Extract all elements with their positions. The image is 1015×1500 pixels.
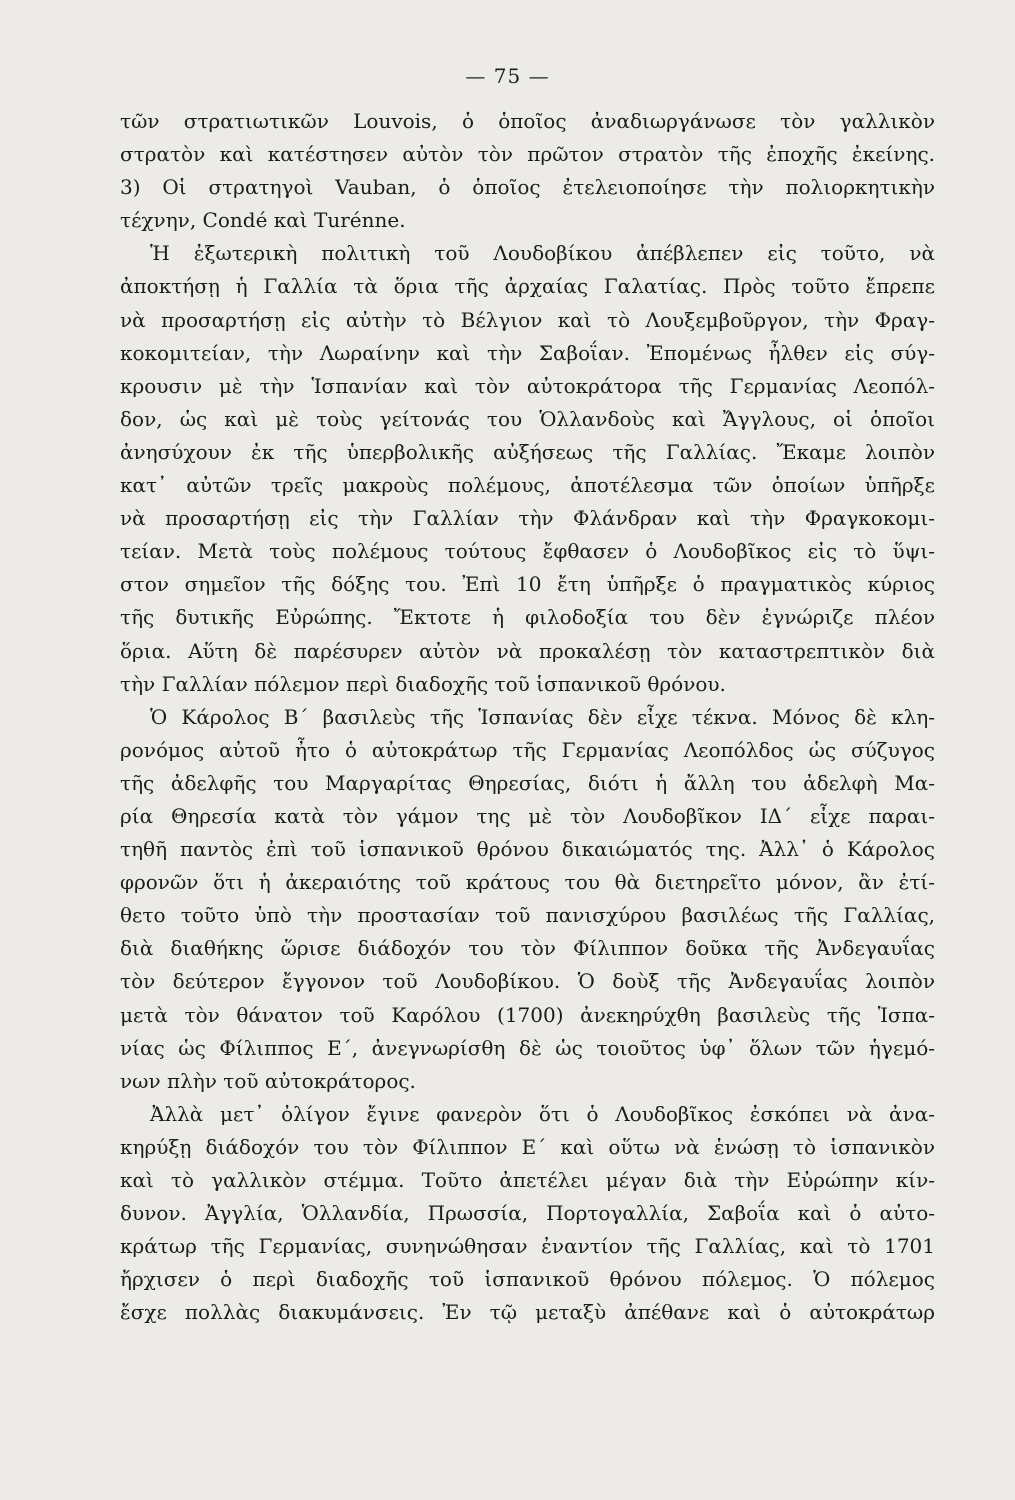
text-line: νὰ προσαρτήσῃ εἰς τὴν Γαλλίαν τὴν Φλάνδραν καὶ τὴν Φραγκοκομι- (120, 506, 935, 531)
text-line: τῆς δυτικῆς Εὐρώπης. Ἔκτοτε ἡ φιλοδοξία του δὲν ἐγνώριζε πλέον (120, 605, 935, 630)
text-line: ρονόμος αὐτοῦ ἦτο ὁ αὐτοκράτωρ τῆς Γερμανίας Λεοπόλδος ὡς σύζυγος (120, 737, 935, 762)
text-line: μετὰ τὸν θάνατον τοῦ Καρόλου (1700) ἀνεκηρύχθη βασιλεὺς τῆς Ἱσπα- (120, 1002, 935, 1027)
text-line: νων πλὴν τοῦ αὐτοκράτορος. (120, 1068, 416, 1093)
text-line: κοκομιτείαν, τὴν Λωραίνην καὶ τὴν Σαβοΐαν. Ἐπομένως ἦλθεν εἰς σύγ- (120, 340, 935, 365)
text-line: νίας ὡς Φίλιππος Ε´, ἀνεγνωρίσθη δὲ ὡς τοιοῦτος ὑφ᾽ ὅλων τῶν ἡγεμό- (120, 1035, 935, 1060)
text-line: τηθῆ παντὸς ἐπὶ τοῦ ἱσπανικοῦ θρόνου δικαιώματός της. Ἀλλ᾽ ὁ Κάρολος (120, 837, 935, 862)
text-line: δον, ὡς καὶ μὲ τοὺς γείτονάς του Ὁλλανδοὺς καὶ Ἄγγλους, οἱ ὁποῖοι (120, 406, 935, 431)
text-line: στον σημεῖον τῆς δόξης του. Ἐπὶ 10 ἔτη ὑπῆρξε ὁ πραγματικὸς κύριος (120, 572, 935, 597)
text-line: ἀποκτήσῃ ἡ Γαλλία τὰ ὅρια τῆς ἀρχαίας Γαλατίας. Πρὸς τοῦτο ἔπρεπε (120, 274, 935, 299)
text-line: κατ᾽ αὐτῶν τρεῖς μακροὺς πολέμους, ἀποτέλεσμα τῶν ὁποίων ὑπῆρξε (120, 473, 935, 498)
text-line: κρουσιν μὲ τὴν Ἱσπανίαν καὶ τὸν αὐτοκράτορα τῆς Γερμανίας Λεοπόλ- (120, 373, 935, 398)
text-line: ἤρχισεν ὁ περὶ διαδοχῆς τοῦ ἱσπανικοῦ θρόνου πόλεμος. Ὁ πόλεμος (120, 1267, 935, 1292)
text-line: ἀνησύχουν ἐκ τῆς ὑπερβολικῆς αὐξήσεως τῆς Γαλλίας. Ἔκαμε λοιπὸν (120, 439, 935, 464)
text-line: τείαν. Μετὰ τοὺς πολέμους τούτους ἔφθασεν ὁ Λουδοβῖκος εἰς τὸ ὕψι- (120, 539, 935, 564)
text-line: κράτωρ τῆς Γερμανίας, συνηνώθησαν ἐναντίον τῆς Γαλλίας, καὶ τὸ 1701 (120, 1234, 935, 1259)
text-line: Ἡ ἐξωτερικὴ πολιτικὴ τοῦ Λουδοβίκου ἀπέβλεπεν εἰς τοῦτο, νὰ (150, 241, 935, 266)
text-line: τέχνην, Condé καὶ Turénne. (120, 208, 406, 233)
text-line: στρατὸν καὶ κατέστησεν αὐτὸν τὸν πρῶτον στρατὸν τῆς ἐποχῆς ἐκείνης. (120, 142, 935, 167)
text-line: ρία Θηρεσία κατὰ τὸν γάμον της μὲ τὸν Λουδοβῖκον ΙΔ´ εἶχε παραι- (120, 803, 935, 828)
text-line: 3) Οἱ στρατηγοὶ Vauban, ὁ ὁποῖος ἐτελειοποίησε τὴν πολιορκητικὴν (120, 175, 935, 200)
text-line: φρονῶν ὅτι ἡ ἀκεραιότης τοῦ κράτους του θὰ διετηρεῖτο μόνον, ἂν ἐτί- (120, 870, 935, 895)
text-line: ὅρια. Αὕτη δὲ παρέσυρεν αὐτὸν νὰ προκαλέσῃ τὸν καταστρεπτικὸν διὰ (120, 638, 935, 663)
text-line: διὰ διαθήκης ὥρισε διάδοχόν του τὸν Φίλιππον δοῦκα τῆς Ἀνδεγαυΐας (120, 936, 935, 961)
text-line: τὸν δεύτερον ἔγγονον τοῦ Λουδοβίκου. Ὁ δοὺξ τῆς Ἀνδεγαυΐας λοιπὸν (120, 969, 935, 994)
text-line: καὶ τὸ γαλλικὸν στέμμα. Τοῦτο ἀπετέλει μέγαν διὰ τὴν Εὐρώπην κίν- (120, 1168, 935, 1192)
body-text (120, 105, 935, 1329)
text-line: ἔσχε πολλὰς διακυμάνσεις. Ἐν τῷ μεταξὺ ἀπέθανε καὶ ὁ αὐτοκράτωρ (120, 1300, 935, 1325)
text-line: θετο τοῦτο ὑπὸ τὴν προστασίαν τοῦ πανισχύρου βασιλέως τῆς Γαλλίας, (120, 903, 935, 928)
text-line: Ἀλλὰ μετ᾽ ὀλίγον ἔγινε φανερὸν ὅτι ὁ Λουδοβῖκος ἐσκόπει νὰ ἀνα- (150, 1101, 935, 1126)
text-line: νὰ προσαρτήσῃ εἰς αὐτὴν τὸ Βέλγιον καὶ τὸ Λουξεμβοῦργον, τὴν Φραγ- (120, 307, 935, 332)
page-number: — 75 — (465, 64, 550, 88)
text-line: δυνον. Ἀγγλία, Ὁλλανδία, Πρωσσία, Πορτογαλλία, Σαβοΐα καὶ ὁ αὐτο- (120, 1201, 935, 1226)
text-line: τὴν Γαλλίαν πόλεμον περὶ διαδοχῆς τοῦ ἱσπανικοῦ θρόνου. (120, 671, 726, 696)
text-line: Ὁ Κάρολος Β´ βασιλεὺς τῆς Ἱσπανίας δὲν εἶχε τέκνα. Μόνος δὲ κλη- (150, 704, 935, 729)
text-line: τῶν στρατιωτικῶν Louvois, ὁ ὁποῖος ἀναδιωργάνωσε τὸν γαλλικὸν (120, 109, 935, 133)
text-line: κηρύξῃ διάδοχόν του τὸν Φίλιππον Ε´ καὶ οὕτω νὰ ἑνώσῃ τὸ ἱσπανικὸν (120, 1134, 935, 1159)
text-line: τῆς ἀδελφῆς του Μαργαρίτας Θηρεσίας, διότι ἡ ἄλλη του ἀδελφὴ Μα- (120, 770, 935, 795)
